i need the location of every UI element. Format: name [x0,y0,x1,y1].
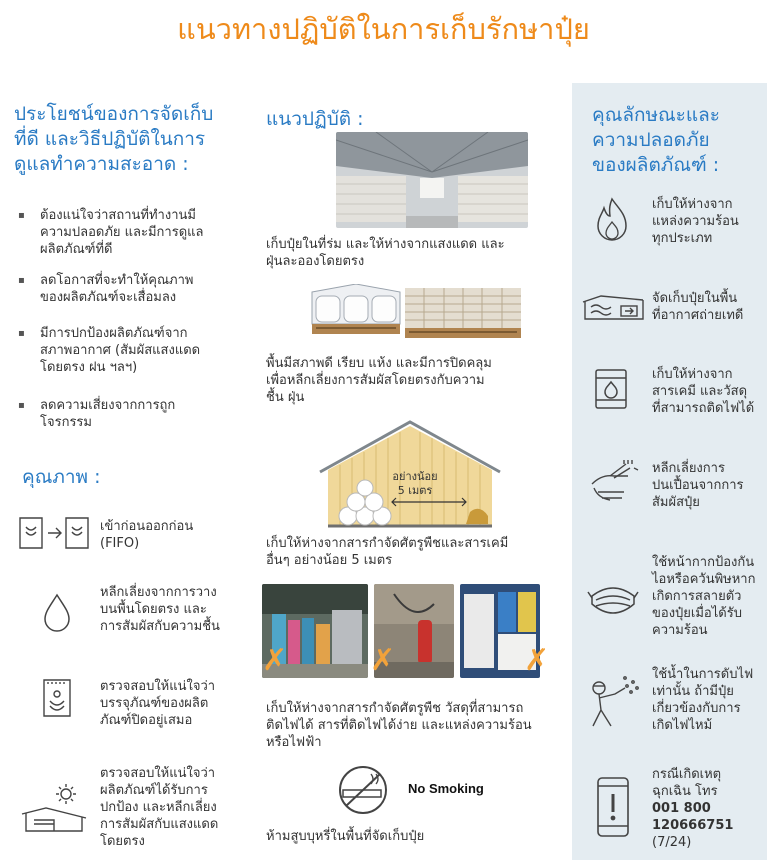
bulk-bags-pallet-image [310,284,402,336]
emergency-number-line-1: 001 800 [652,801,711,816]
phone-icon [596,776,630,838]
warehouse-photo [336,132,528,228]
safety-item-firefighting: ใช้น้ำในการดับไฟ เท่านั้น ถ้ามีปุ๋ย เกี่ยวข้องกับการ เกิดไฟไหม้ [652,667,754,733]
no-smoking-icon [333,764,393,816]
quality-item-packaging: ตรวจสอบให้แน่ใจว่า บรรจุภัณฑ์ของผลิต ภัณฑ์ปิดอยู่เสมอ [100,679,216,728]
emergency-number-line-2: 120666751 [652,818,734,833]
caption-chemicals: เก็บให้ห่างจากสารกำจัดศัตรูพืช วัสดุที่สามารถ ติดไฟได้ สารที่ติดไฟได้ง่าย และแหล่งความร้อน หรือไฟฟ้า [266,701,532,750]
fire-icon [592,196,632,246]
stacked-bags-pallet-image [405,288,521,338]
fifo-icon [16,515,94,551]
quality-heading: คุณภาพ : [22,466,101,488]
safety-item-heat: เก็บให้ห่างจาก แหล่งความร้อน ทุกประเภท [652,197,739,246]
benefit-bullet-2: ▪ ลดโอกาสที่จะทำให้คุณภาพ ของผลิตภัณฑ์จะเสื่อมลง [40,272,240,306]
benefit-bullet-1: ▪ ต้องแน่ใจว่าสถานที่ทำงานมี ความปลอดภัย และมีการดูแล ผลิตภัณฑ์ที่ดี [40,207,240,258]
caption-no-smoking: ห้ามสูบบุหรี่ในพื้นที่จัดเก็บปุ๋ย [266,829,425,844]
safety-item-ventilation: จัดเก็บปุ๋ยในพื้น ที่อากาศถ่ายเทดี [652,291,744,323]
emergency-contact: กรณีเกิดเหตุ ฉุกเฉิน โทร 001 800 120666751 (7/24) [652,767,734,850]
distance-label: อย่างน้อย 5 เมตร [392,470,438,497]
no-smoking-label: No Smoking [408,781,484,796]
hand-wash-icon [588,458,640,504]
page-title: แนวทางปฏิบัติในการเก็บรักษาปุ๋ย [177,12,590,46]
not-allowed-mark-2: ✗ [370,643,396,678]
benefit-bullet-4: ▪ ลดความเสี่ยงจากการถูก โจรกรรม [40,397,240,431]
caption-floor: พื้นมีสภาพดี เรียบ แห้ง และมีการปิดคลุม เพื่อหลีกเลี่ยงการสัมผัสโดยตรงกับความ ชื้น ฝุ่น [266,356,492,405]
safety-item-contamination: หลีกเลี่ยงการ ปนเปื้อนจากการ สัมผัสปุ๋ย [652,461,744,510]
benefit-bullet-3: ▪ มีการปกป้องผลิตภัณฑ์จาก สภาพอากาศ (สัมผัสแสงแดด โดยตรง ฝน ฯลฯ) [40,325,240,376]
water-drop-icon [42,592,72,632]
quality-item-fifo: เข้าก่อนออกก่อน (FIFO) [100,519,194,551]
not-allowed-mark-1: ✗ [262,643,288,678]
emergency-hours: (7/24) [652,835,692,850]
not-allowed-mark-3: ✗ [524,643,550,678]
practice-heading: แนวปฏิบัติ : [266,108,364,130]
benefits-heading: ประโยชน์ของการจัดเก็บ ที่ดี และวิธีปฏิบัติในการ ดูแลทำความสะอาด : [14,103,214,175]
fertilizer-bag-icon [40,677,74,719]
sun-warehouse-icon [20,782,90,834]
caption-indoor: เก็บปุ๋ยในที่ร่ม และให้ห่างจากแสงแดด และ ฝุ่นละอองโดยตรง [266,237,505,269]
face-mask-icon [586,578,640,622]
quality-item-moisture: หลีกเลี่ยงจากการวาง บนพื้นโดยตรง และ การสัมผัสกับความชื้น [100,585,220,634]
ventilated-storage-icon [581,292,649,322]
safety-item-chemicals: เก็บให้ห่างจาก สารเคมี และวัสดุ ที่สามารถติดไฟได้ [652,367,755,416]
chemical-barrel-icon [593,367,629,411]
safety-item-mask: ใช้หน้ากากป้องกัน ไอหรือควันพิษหาก เกิดการสลายตัว ของปุ๋ยเมื่อได้รับ ความร้อน [652,555,756,638]
caption-distance: เก็บให้ห่างจากสารกำจัดศัตรูพืชและสารเคมี อื่นๆ อย่างน้อย 5 เมตร [266,536,509,568]
safety-heading: คุณลักษณะและ ความปลอดภัย ของผลิตภัณฑ์ : [592,104,720,176]
quality-item-sunlight: ตรวจสอบให้แน่ใจว่า ผลิตภัณฑ์ได้รับการ ปกป้อง และหลีกเลี่ยง การสัมผัสกับแสงแดด โดยตรง [100,766,219,849]
firefighter-icon [585,672,643,732]
